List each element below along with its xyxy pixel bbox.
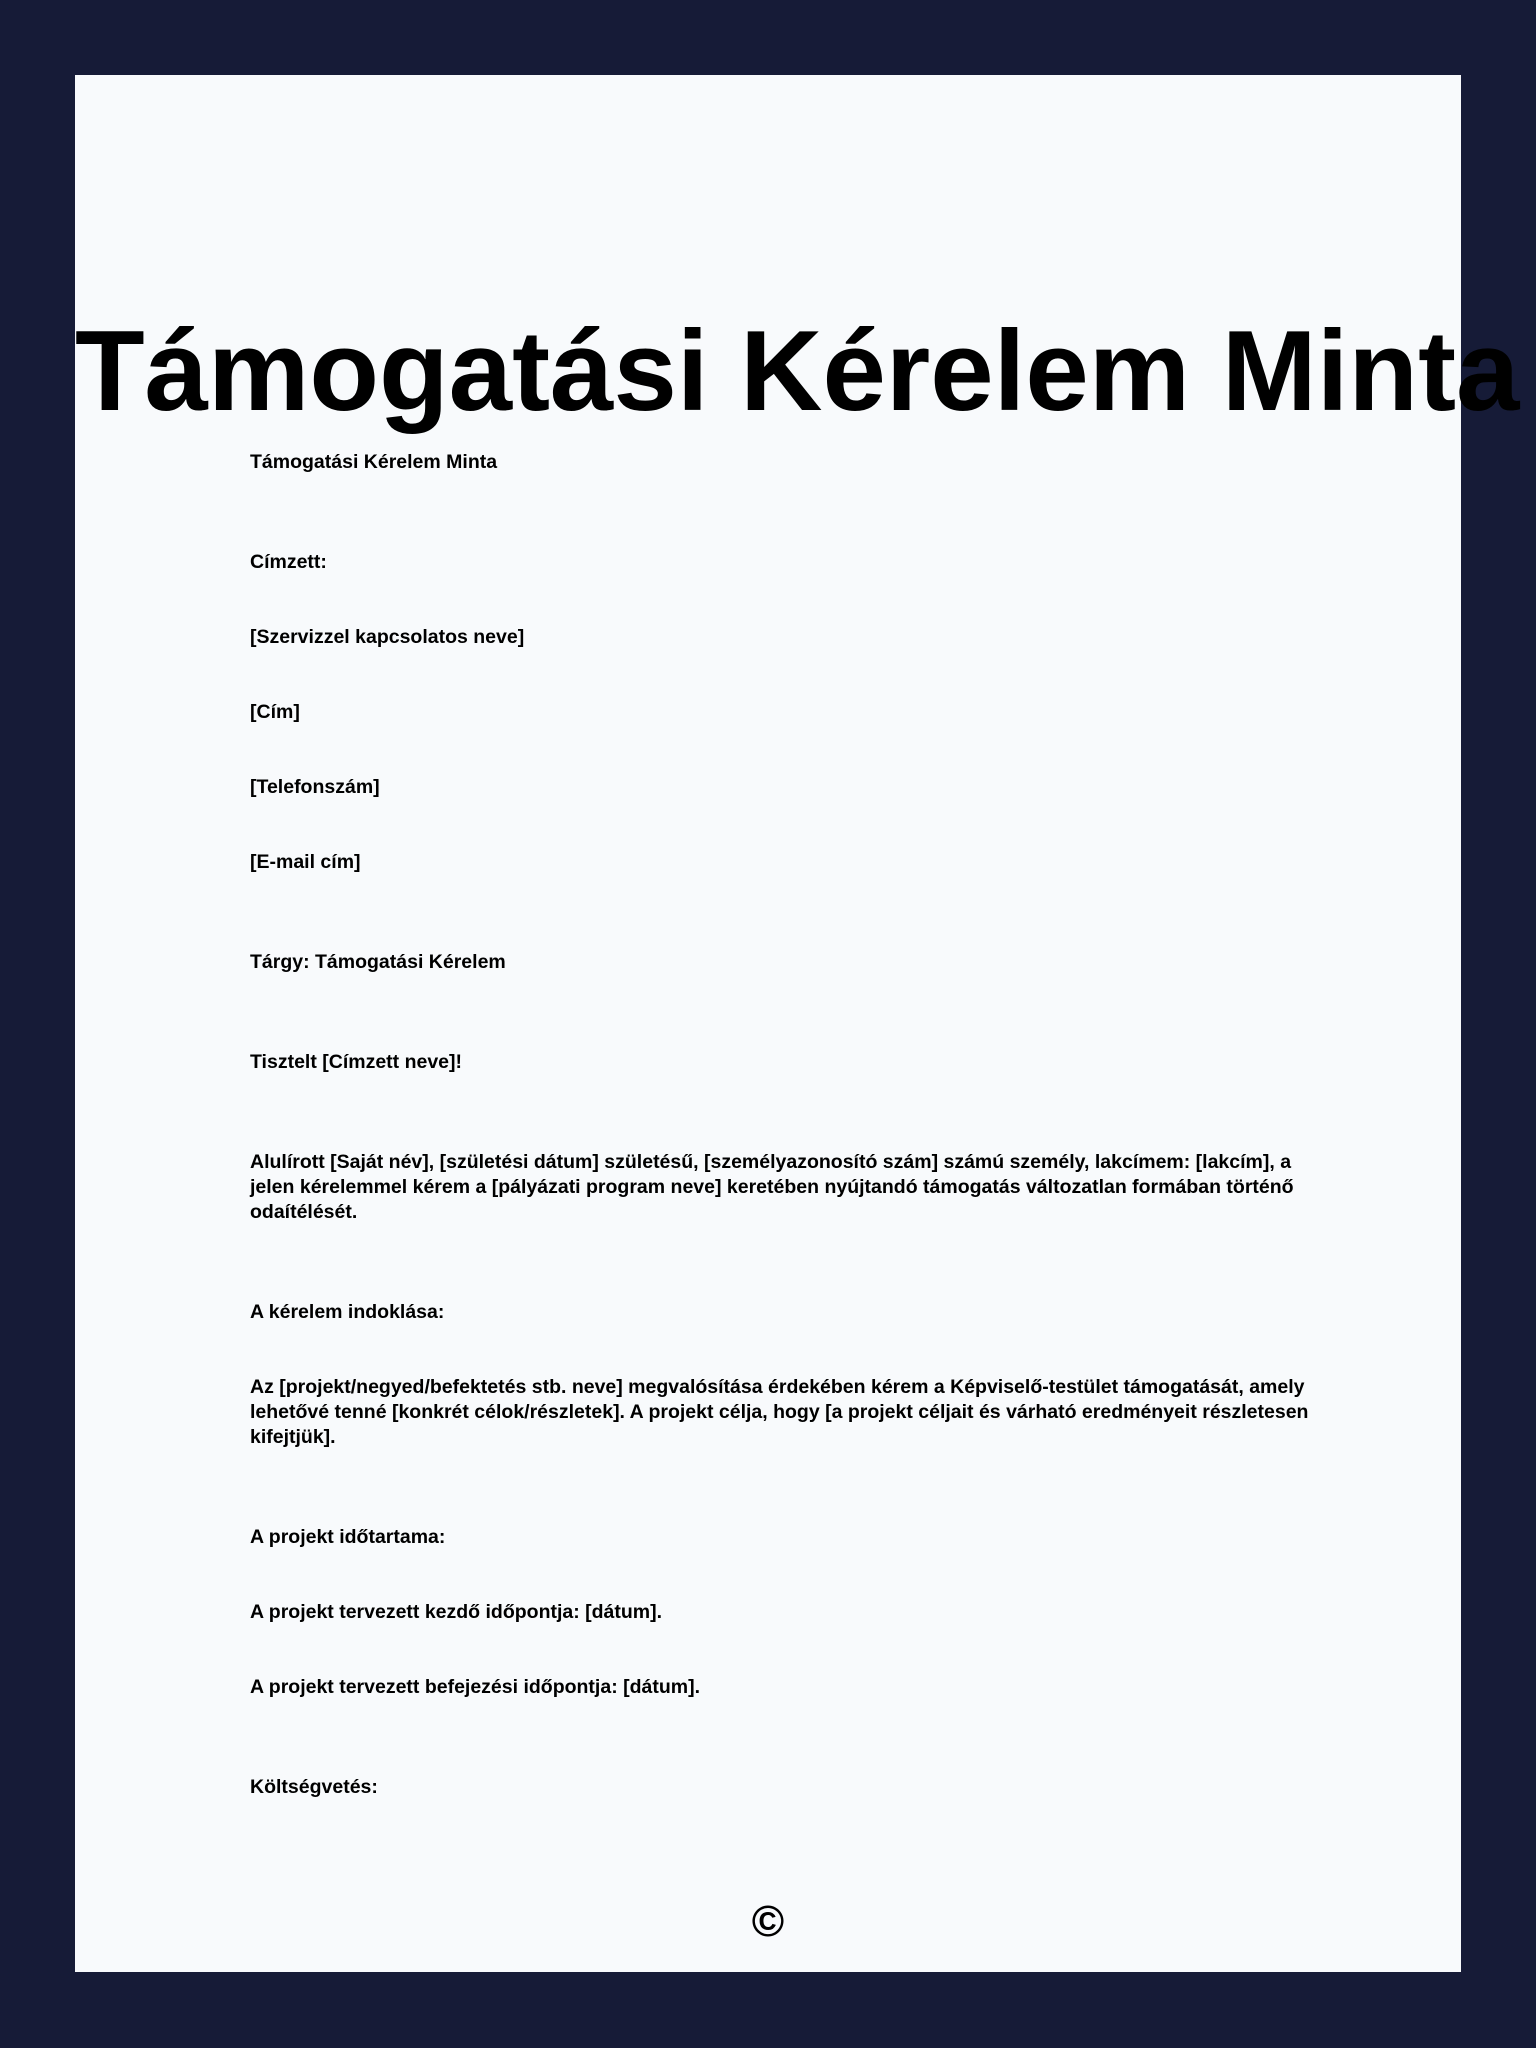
duration-heading: A projekt időtartama: xyxy=(250,1526,446,1548)
intro-paragraph: Alulírott [Saját név], [születési dátum] születésű, [személyazonosító szám] számú személy, lakcímem: [lakcím], a jelen kérelemmel kérem a [pályázati program neve] keretében nyújtandó támogatás változatlan formában történő odaítélését. xyxy=(250,1151,1294,1223)
salutation: Tisztelt [Címzett neve]! xyxy=(250,1051,463,1073)
justification-heading: A kérelem indoklása: xyxy=(250,1301,445,1323)
header-line: Támogatási Kérelem Minta xyxy=(250,451,498,473)
page-title: Támogatási Kérelem Minta xyxy=(75,308,1520,435)
subject-line: Tárgy: Támogatási Kérelem xyxy=(250,951,506,973)
recipient-label: Címzett: xyxy=(250,551,327,573)
budget-heading: Költségvetés: xyxy=(250,1776,378,1798)
document-page xyxy=(75,75,1520,1972)
recipient-email: [E-mail cím] xyxy=(250,851,361,873)
recipient-phone: [Telefonszám] xyxy=(250,776,380,798)
end-date-line: A projekt tervezett befejezési időpontja: [dátum]. xyxy=(250,1676,701,1698)
recipient-name: [Szervizzel kapcsolatos neve] xyxy=(250,626,525,648)
justification-paragraph: Az [projekt/negyed/befektetés stb. neve] megvalósítása érdekében kérem a Képviselő-testület támogatását, amely lehetővé tenné [konkrét célok/részletek]. A projekt célja, hogy [a projekt céljait és várható eredményeit részletesen kifejtjük]. xyxy=(250,1376,1309,1448)
start-date-line: A projekt tervezett kezdő időpontja: [dátum]. xyxy=(250,1601,663,1623)
recipient-address: [Cím] xyxy=(250,701,300,723)
copyright-icon: © xyxy=(751,1897,785,1946)
